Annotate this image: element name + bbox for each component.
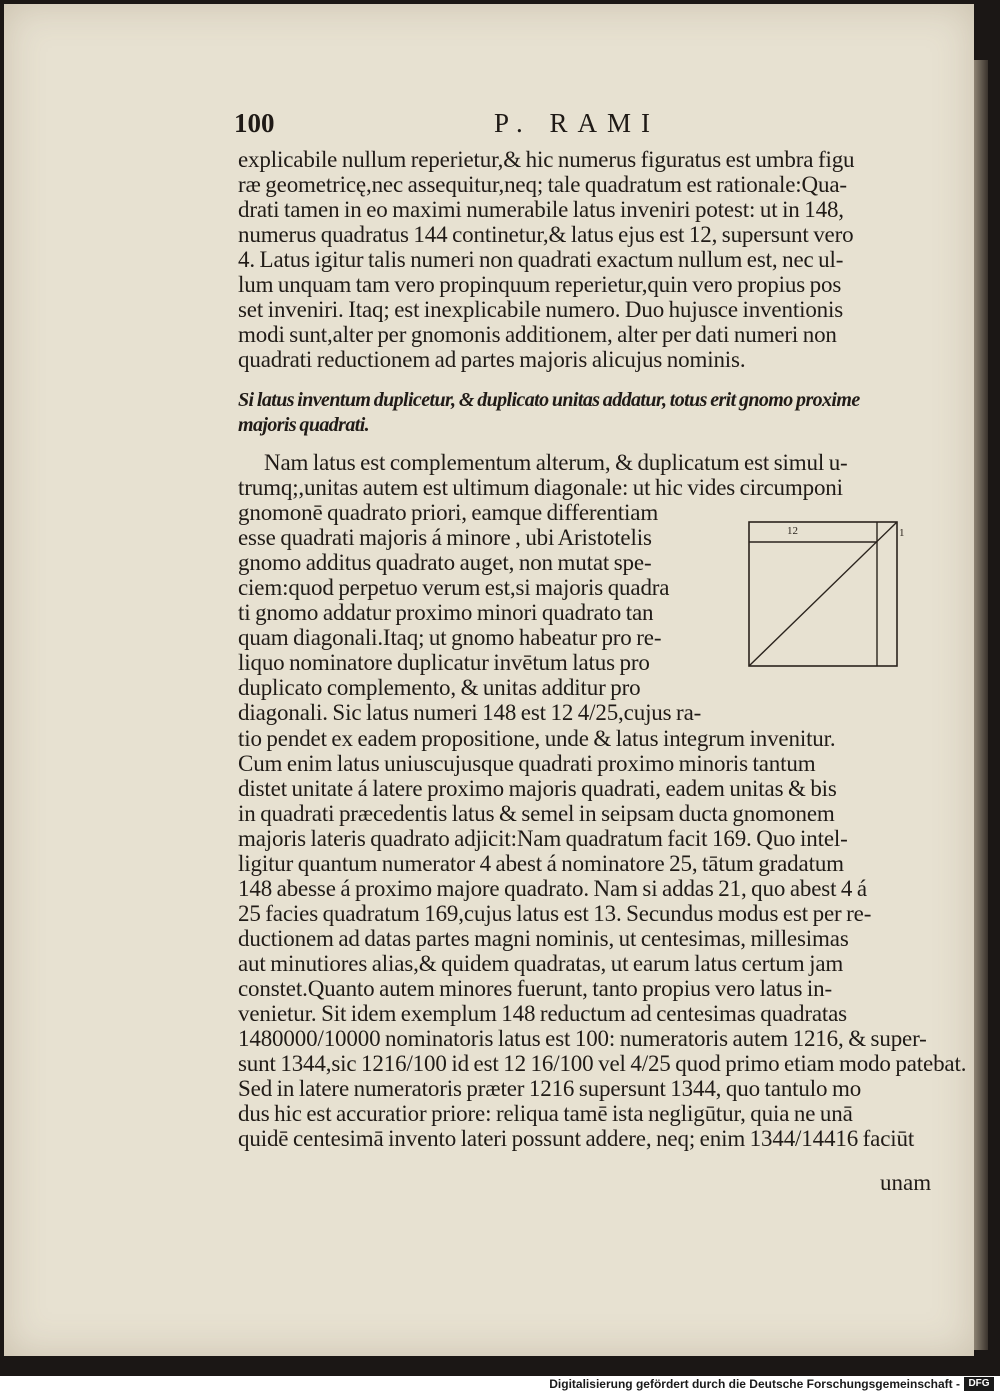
text-line: esse quadrati majoris á minore , ubi Aristotelis (238, 525, 652, 550)
text-line: Cum enim latus uniuscujusque quadrati proximo minoris tantum (238, 751, 816, 776)
italic-line: majoris quadrati. (238, 414, 370, 436)
text-line: Nam latus est complementum alterum, & duplicatum est simul u- (264, 450, 848, 475)
text-line: 148 abesse á proximo majore quadrato. Nam si addas 21, quo abest 4 á (238, 876, 867, 901)
text-line: quidē centesimā invento lateri possunt addere, neq; enim 1344/14416 faciūt (238, 1126, 915, 1151)
text-line: constet.Quanto autem minores fuerunt, tanto propius vero latus in- (238, 976, 833, 1001)
diagonal-line (749, 522, 897, 666)
gnomon-diagram (745, 518, 905, 670)
text-line: ræ geometricę,nec assequitur,neq; tale quadratum est rationale:Qua- (238, 172, 847, 197)
text-line: aut minutiores alias,& quidem quadratas, ut earum latus certum jam (238, 951, 844, 976)
text-line: gnomo additus quadrato auget, non mutat spe- (238, 550, 652, 575)
text-line: distet unitate á latere proximo majoris quadrati, eadem unitas & bis (238, 776, 837, 801)
text-line: numerus quadratus 144 continetur,& latus ejus est 12, supersunt vero (238, 222, 854, 247)
label-top: 12 (787, 525, 798, 537)
text-line: ciem:quod perpetuo verum est,si majoris quadra (238, 575, 670, 600)
text-line: 25 facies quadratum 169,cujus latus est 13. Secundus modus est per re- (238, 901, 872, 926)
text-line: ductionem ad datas partes magni nominis, ut centesimas, millesimas (238, 926, 849, 951)
text-line: in quadrati præcedentis latus & semel in seipsam ducta gnomonem (238, 801, 835, 826)
label-side: 1 (899, 527, 905, 539)
text-line: ligitur quantum numerator 4 abest á nominatore 25, tātum gradatum (238, 851, 844, 876)
text-line: sunt 1344,sic 1216/100 id est 12 16/100 vel 4/25 quod primo etiam modo patebat. (238, 1051, 967, 1076)
text-line: 1480000/10000 nominatoris latus est 100: numeratoris autem 1216, & super- (238, 1026, 927, 1051)
footer-credit: Digitalisierung gefördert durch die Deutsche Forschungsgemeinschaft - (549, 1377, 960, 1391)
text-line: gnomonē quadrato priori, eamque differentiam (238, 500, 659, 525)
text-line: drati tamen in eo maximi numerabile latus inveniri potest: ut in 148, (238, 197, 844, 222)
text-line: Sed in latere numeratoris præter 1216 supersunt 1344, quo tantulo mo (238, 1076, 862, 1101)
text-line: diagonali. Sic latus numeri 148 est 12 4/25,cujus ra- (238, 700, 702, 725)
catchword: unam (880, 1170, 932, 1195)
text-line: tio pendet ex eadem propositione, unde & latus integrum invenitur. (238, 726, 836, 751)
text-line: dus hic est accuratior priore: reliqua tamē ista negligūtur, quia ne unā (238, 1101, 853, 1126)
text-line: majoris lateris quadrato adjicit:Nam quadratum facit 169. Quo intel- (238, 826, 848, 851)
text-line: modi sunt,alter per gnomonis additionem, alter per dati numeri non (238, 322, 837, 347)
running-head: P. RAMI (494, 108, 661, 138)
text-line: quadrati reductionem ad partes majoris alicujus nominis. (238, 347, 746, 372)
text-line: liquo nominatore duplicatur invētum latus pro (238, 650, 650, 675)
page-header (234, 108, 934, 144)
text-line: quam diagonali.Itaq; ut gnomo habeatur pro re- (238, 625, 662, 650)
text-line: ti gnomo addatur proximo minori quadrato tan (238, 600, 654, 625)
page-number: 100 (234, 108, 275, 138)
dfg-logo: DFG (964, 1377, 994, 1391)
page-edge (974, 60, 988, 1350)
text-line: duplicato complemento, & unitas additur pro (238, 675, 641, 700)
italic-line: Si latus inventum duplicetur, & duplicato unitas addatur, totus erit gnomo proxime (238, 389, 860, 411)
text-line: 4. Latus igitur talis numeri non quadrati exactum nullum est, nec ul- (238, 247, 844, 272)
text-line: set inveniri. Itaq; est inexplicabile numero. Duo hujusce inventionis (238, 297, 844, 322)
text-line: lum unquam tam vero propinquum reperietur,quin vero propius pos (238, 272, 842, 297)
text-line: trumq;,unitas autem est ultimum diagonale: ut hic vides circumponi (238, 475, 843, 500)
text-line: explicabile nullum reperietur,& hic numerus figuratus est umbra figu (238, 147, 855, 172)
text-line: venietur. Sit idem exemplum 148 reductum ad centesimas quadratas (238, 1001, 847, 1026)
